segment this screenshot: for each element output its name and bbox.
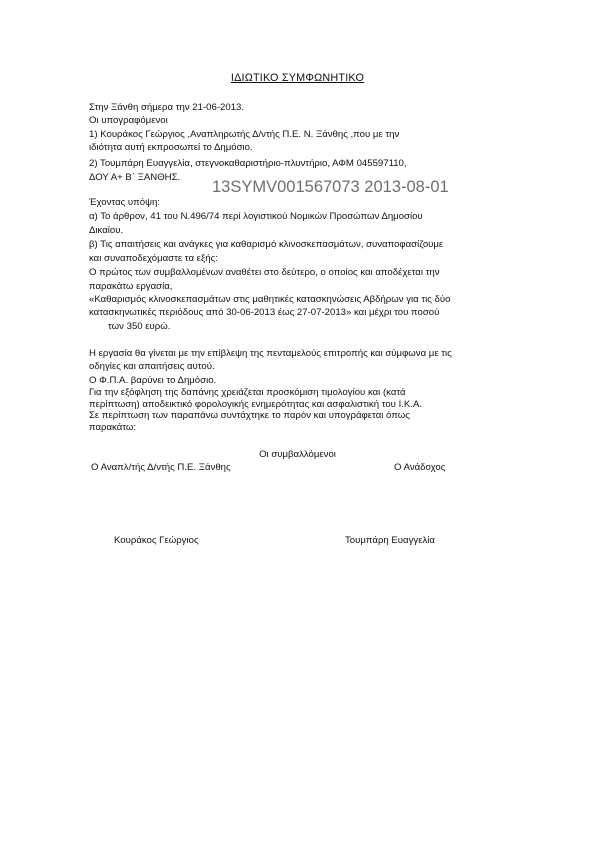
terms-line: Για την εξόφληση της δαπάνης χρειάζεται προσκόμιση τιμολογίου και (κατά [89,387,406,398]
terms-line: περίπτωση) αποδεικτικό φορολογικής ενημερότητας και ασφαλιστική του Ι.Κ.Α. [89,399,423,410]
left-signatory-name: Κουράκος Γεώργιος [114,535,199,546]
consideration-line: των 350 ευρώ. [108,321,171,332]
intro-line: 2) Τουμπάρη Ευαγγελία, στεγνοκαθαριστήριο-πλυντήριο, ΑΦΜ 045597110, [89,158,407,169]
consideration-line: α) Το άρθρον, 41 του Ν.496/74 περί λογιστικού Νομικών Προσώπων Δημοσίου [89,211,423,222]
consideration-line: Ο πρώτος των συμβαλλομένων αναθέτει στο δεύτερο, ο οποίος και αποδέχεται την [89,267,440,278]
intro-line: Οι υπογραφόμενοι [89,115,168,126]
intro-line: ΔΟΥ Α+ Β΄ ΞΑΝΘΗΣ. [89,172,181,183]
consideration-line: παρακάτω εργασία, [89,281,173,292]
terms-line: Σε περίπτωση των παραπάνω συντάχτηκε το παρόν και υπογράφεται όπως [89,410,410,421]
intro-line: ιδιότητα αυτή εκπροσωπεί το Δημόσιο. [89,142,253,153]
terms-line: Ο Φ.Π.Α. βαρύνει το Δημόσιο. [89,375,217,386]
consideration-line: και συναποδεχόμαστε τα εξής: [89,253,218,264]
terms-line: οδηγίες και απαιτήσεις αυτού. [89,361,215,372]
consideration-line: κατασκηνωτικές περιόδους από 30-06-2013 έως 27-07-2013» και μέχρι του ποσού [89,307,440,318]
left-signatory-role: Ο Αναπλ/τής Δ/ντής Π.Ε. Ξάνθης [91,462,231,473]
document-title: ΙΔΙΩΤΙΚΟ ΣΥΜΦΩΝΗΤΙΚΟ [230,72,365,84]
signatures-heading: Οι συμβαλλόμενοι [259,449,336,460]
right-signatory-role: Ο Ανάδοχος [394,462,446,473]
intro-line: Στην Ξάνθη σήμερα την 21-06-2013. [89,102,245,113]
registry-stamp: 13SYMV001567073 2013-08-01 [212,178,449,196]
terms-line: παρακάτω: [89,422,137,433]
consideration-line: «Καθαρισμός κλινοσκεπασμάτων στις μαθητικές κατασκηνώσεις Αβδήρων για τις δύο [89,294,451,305]
right-signatory-name: Τουμπάρη Ευαγγελία [345,535,435,546]
consideration-line: Δικαίου. [89,225,124,236]
consideration-line: Έχοντας υπόψη: [89,197,160,208]
terms-line: Η εργασία θα γίνεται με την επίβλεψη της πενταμελούς επιτροπής και σύμφωνα με τις [89,348,452,359]
intro-line: 1) Κουράκος Γεώργιος ,Αναπληρωτής Δ/ντής Π.Ε. Ν. Ξάνθης ,που με την [89,129,400,140]
consideration-line: β) Τις απαιτήσεις και ανάγκες για καθαρισμό κλινοσκεπασμάτων, συναποφασίζουμε [89,239,444,250]
